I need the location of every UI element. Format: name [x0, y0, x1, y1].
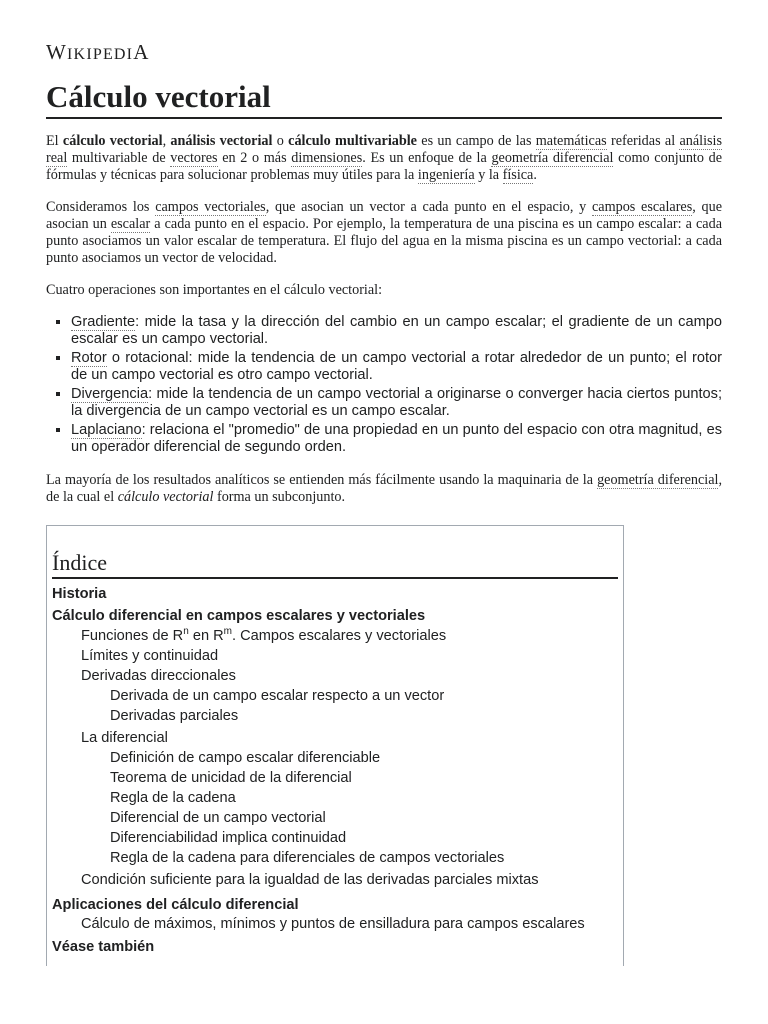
toc-item-diferencial-vectorial[interactable]: Diferencial de un campo vectorial — [110, 810, 326, 826]
toc-item-aplicaciones[interactable]: Aplicaciones del cálculo diferencial — [52, 897, 299, 913]
toc-item-limites[interactable]: Límites y continuidad — [81, 648, 219, 664]
table-of-contents — [46, 525, 624, 966]
toc-item-la-diferencial[interactable]: La diferencial — [81, 730, 168, 746]
link-campos-escalares[interactable]: campos escalares — [591, 199, 693, 215]
toc-item-regla-diferenciales[interactable]: Regla de la cadena para diferenciales de campos vectoriales — [110, 850, 505, 866]
link-fisica[interactable]: física — [502, 167, 534, 183]
link-laplaciano[interactable]: Laplaciano — [71, 422, 142, 438]
link-campos-vectoriales[interactable]: campos vectoriales — [155, 199, 266, 215]
toc-item-definicion[interactable]: Definición de campo escalar diferenciable — [110, 750, 381, 766]
intro-paragraph-3: Cuatro operaciones son importantes en el cálculo vectorial: — [46, 282, 383, 298]
toc-item-derivada-campo[interactable]: Derivada de un campo escalar respecto a un vector — [110, 688, 445, 704]
article-content — [46, 133, 722, 521]
toc-item-diferenciabilidad[interactable]: Diferenciabilidad implica continuidad — [110, 830, 347, 846]
link-analisis-real[interactable]: análisis real — [46, 133, 722, 166]
toc-item-maximos[interactable]: Cálculo de máximos, mínimos y puntos de ensilladura para campos escalares — [81, 916, 585, 932]
list-item: ▪ Divergencia: mide la tendencia de un campo vectorial a originarse o converger hacia ciertos puntos; la divergencia de un campo vectorial es un campo escalar. — [71, 386, 722, 420]
wikipedia-logo[interactable]: WIKIPEDIA — [46, 40, 150, 64]
link-dimensiones[interactable]: dimensiones — [291, 150, 363, 166]
link-rotor[interactable]: Rotor — [71, 350, 107, 366]
link-ingenieria[interactable]: ingeniería — [417, 167, 475, 183]
list-item: ▪ Gradiente: mide la tasa y la dirección del cambio en un campo escalar; el gradiente de un campo escalar es un campo vectorial. — [71, 314, 722, 348]
toc-item-historia[interactable]: Historia — [52, 586, 107, 602]
paragraph-4: La mayoría de los resultados analíticos se entienden más fácilmente usando la maquinaria de la geometría diferencial, de la cual el cálculo vectorial forma un subconjunto. — [46, 472, 722, 505]
toc-item-funciones[interactable]: Funciones de $R^n$ en $R^m$. Campos escalares y vectoriales — [81, 626, 447, 644]
link-vectores[interactable]: vectores — [170, 150, 218, 166]
page-title: Cálculo vectorial — [46, 78, 722, 119]
toc-item-derivadas-direccionales[interactable]: Derivadas direccionales — [81, 668, 236, 684]
toc-item-condicion[interactable]: Condición suficiente para la igualdad de las derivadas parciales mixtas — [81, 872, 539, 888]
operations-list — [46, 314, 722, 456]
link-geometria-diferencial[interactable]: geometría diferencial — [491, 150, 614, 166]
list-item: ▪ Laplaciano: relaciona el "promedio" de una propiedad en un punto del espacio con otra magnitud, es un operador diferencial de segundo orden. — [71, 422, 722, 456]
toc-list — [52, 585, 623, 956]
toc-item-vease[interactable]: Véase también — [52, 939, 155, 955]
toc-item-regla-cadena[interactable]: Regla de la cadena — [110, 790, 236, 806]
toc-item-derivadas-parciales[interactable]: Derivadas parciales — [110, 708, 239, 724]
toc-item-calculo-diferencial[interactable]: Cálculo diferencial en campos escalares y vectoriales — [52, 608, 426, 624]
intro-paragraph-1: El cálculo vectorial, análisis vectorial o cálculo multivariable es un campo de las matemáticas referidas al análisis real multivariable de vectores en 2 o más dimensiones. Es un enfoque de la geometría diferencial como conjunto de fórmulas y técnicas para solucionar problemas muy útiles para la ingeniería y la física. — [46, 133, 723, 183]
link-escalar[interactable]: escalar — [110, 216, 151, 232]
link-gradiente[interactable]: Gradiente — [71, 314, 136, 330]
link-divergencia[interactable]: Divergencia — [71, 386, 149, 402]
toc-heading: Índice — [52, 550, 618, 579]
link-matematicas[interactable]: matemáticas — [535, 133, 607, 149]
link-geometria-diferencial-2[interactable]: geometría diferencial — [597, 472, 719, 488]
list-item: ▪ Rotor o rotacional: mide la tendencia de un campo vectorial a rotar alrededor de un punto; el rotor de un campo vectorial es otro campo vectorial. — [71, 350, 722, 384]
toc-item-teorema[interactable]: Teorema de unicidad de la diferencial — [110, 770, 352, 786]
intro-paragraph-2: Consideramos los campos vectoriales, que asocian un vector a cada punto en el espacio, y campos escalares, que asocian un escalar a cada punto en el espacio. Por ejemplo, la temperatura de una piscina es un campo escalar: a cada punto asociamos un valor escalar de temperatura. El flujo del agua en la misma piscina es un campo vectorial: a cada punto asociamos un vector de velocidad. — [46, 199, 723, 266]
